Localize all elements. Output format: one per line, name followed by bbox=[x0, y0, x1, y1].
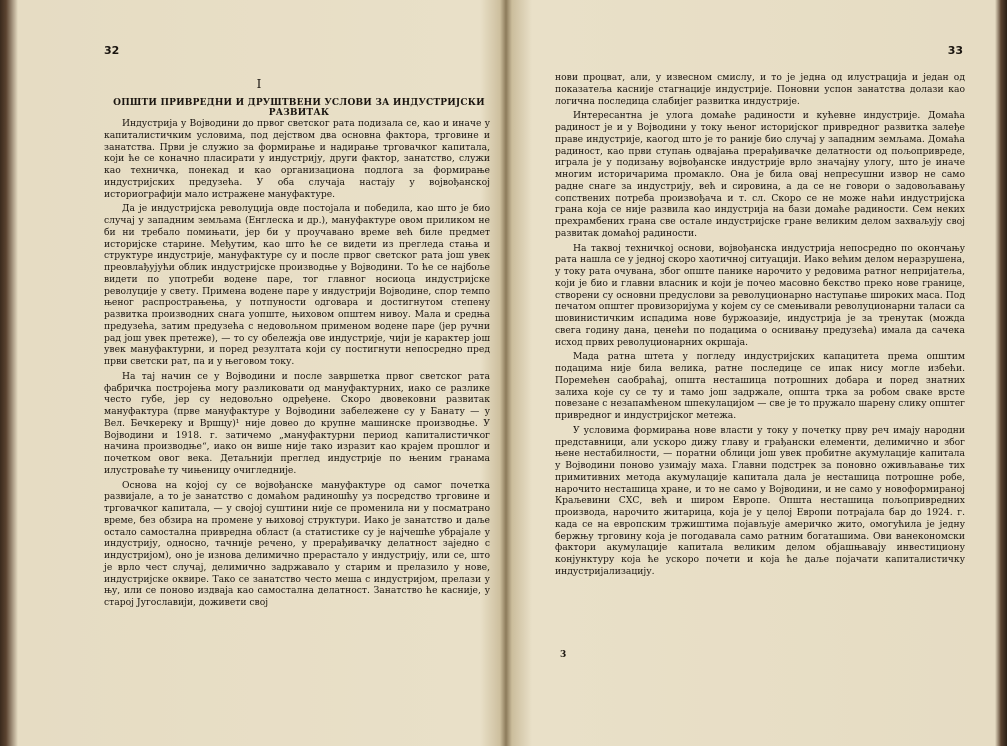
paragraph: нови процват, али, у извесном смислу, и то је једна од илустрација и један од показатеља касније стагнације индустрије. Поновни успон занатства долази као логична последица слабијег развитка индустрије. bbox=[555, 72, 965, 107]
signature-mark: 3 bbox=[560, 650, 567, 660]
text-column bbox=[104, 118, 490, 612]
right-page bbox=[510, 0, 995, 746]
text-column bbox=[555, 72, 965, 581]
page-number: 32 bbox=[104, 44, 120, 57]
paragraph: Основа на којој су се војвођанске мануфактуре од самог почетка развијале, а то је занатство с домаћом радиношћу уз посредство трговине и трговачког капитала, — у својој суштини није се променила ни у посматрано време, без обзира на промене у њиховој структури. Иако је занатство и даље остало самостална привредна област (а статистике су је најчешће убрајале у индустрију, односно, тачније речено, у прерађивачку делатност заједно с индустријом), оно је изнова делимично прерастало у индустрију, или се, што је врло чест случај, делимично задржавало у старим и прелазило у нове, индустријске оквире. Тако се занатство често меша с индустријом, прелази у њу, или се поново издваја као самостална делатност. Занатство ће касније, у старој Југославији, доживети свој bbox=[104, 479, 490, 608]
page-number: 33 bbox=[947, 44, 963, 57]
chapter-numeral: I bbox=[256, 77, 262, 91]
left-page bbox=[14, 0, 504, 746]
paragraph: Интересантна је улога домаће радиности и кућевне индустрије. Домаћа радиност је и у Војводини у току њеног историјског привредног развитка залеђе праве индустрије, каогод што је то раније био случај у западним земљама. Домаћа радиност, као први ступањ одвајања прерађивачке делатности од пољопривреде, играла је у подизању војвођанске индустрије врло значајну улогу, што је иначе многим историчарима промакло. Она је била овај непресушни извор не само радне снаге за индустрију, већ и сировина, а да се не говори о задовољавању сопствених потреба произвођача и т. сл. Скоро се не може наћи индустријска грана која се није развила као индустрија на бази домаће радиности. Сем неких прехрамбених грана све остале индустријске гране великим делом захваљују свој развитак домаћој радиности. bbox=[555, 110, 965, 239]
paragraph: Да је индустријска револуција овде постојала и победила, као што је био случај у западним земљама (Енглеска и др.), мануфактуре овом приликом не би ни требало помињати, јер би у проучавано време већ биле предмет историјске старине. Међутим, као што ће се видети из прегледа стања и структуре индустрије, мануфактуре су и после првог светског рата још увек преовлађујући облик индустријске производње у Војводини. То ће се најбоље видети по употреби водене паре, тог главног носиоца индустријске револуције у свету. Примена водене паре у индустрији Војводине, спор темпо њеног распрострањења, у потпуности одговара и достигнутом степену развитка производних снага уопште, њиховом општем нивоу. Мала и средња предузећа, затим предузећа с недовољном применом водене паре (јер ручни рад још увек претеже), — то су обележја ове индустрије, чији је карактер још увек мануфактурни, и поред резултата који су постигнути непосредно пред први светски рат, па и у његовом току. bbox=[104, 203, 490, 367]
paragraph: Индустрија у Војводини до првог светског рата подизала се, као и иначе у капиталистичким условима, под дејством два основна фактора, трговине и занатства. Први је служио за формирање и надирање трговачког капитала, који ће се коначно пласирати у индустрију, други фактор, занатство, служи као техничка, понекад и као организациона подлога за формирање индустријских предузећа. У оба случаја настају у војвођанској историографији мало истражене мануфактуре. bbox=[104, 118, 490, 200]
paragraph: У условима формирања нове власти у току у почетку прву реч имају народни представници, али ускоро дижу главу и грађански елементи, делимично и због њене нестабилности, — поратни облици још увек пробитне акумулације капитала у Војводини поново узимају маха. Главни подстрек за поновно оживљавање тих примитивних метода акумулације капитала дала је несташица потрошне робе, нарочито несташица хране, и то не само у Војводини, и не само у новоформираној Краљевини СХС, већ и широм Европе. Општа несташица пољопривредних производа, нарочито житарица, која је у целој Европи потрајала бар до 1924. г. када се на европским тржиштима појављује америчко жито, омогућила је једну бержњу трговину која је погодавала само ратним богаташима. Ови ванекономски фактори акумулације капитала великим делом објашњавају инвестициону конјунктуру која ће ускоро почети и која ће даље појачати капиталистичку индустријализацију. bbox=[555, 424, 965, 577]
paragraph: Мада ратна штета у погледу индустријских капацитета према општим подацима није била велика, ратне последице се ипак нису могле избећи. Поремећен саобраћај, општа несташица потрошних добара и поред знатних залиха које су се ту и тамо још задржале, општа трка за робом сваке врсте повезане с незапамћеном шпекулацијом — све је то пружало шарену слику општег привредног и индустријског метежа. bbox=[555, 351, 965, 421]
paragraph: На тај начин се у Војводини и после завршетка првог светског рата фабричка постројења могу разликовати од мануфактурних, иако се разлике често губе, јер су недовољно одређене. Скоро двовековни развитак мануфактура (прве мануфактуре у Војводини забележене су у Банату — у Вел. Бечкереку и Вршцу)¹ није довео до крупне машинске производње. У Војводини и 1918. г. затичемо „мануфактурни период капиталистичког начина производње“, иако он више није тако изразит као крајем прошлог и почетком овог века. Детаљнији преглед индустрије по њеним гранама илустроваће ту чињеницу очигледније. bbox=[104, 370, 490, 476]
paragraph: На таквој техничкој основи, војвођанска индустрија непосредно по окончању рата нашла се у једној скоро хаотичној ситуацији. Иако већим делом неразрушена, у току рата очувана, због опште панике нарочито у редовима ратног непријатеља, који је био и главни власник и који је почео масовно бекство преко нове границе, створени су основни предуслови за револуционарно наступање широких маса. Под печатом општег провизоријума у којем су се смењивали револуционарни таласи са шовинистичким испадима нове буржоазије, индустрија је за тренутак (можда свега годину дана, ценећи по подацима о оснивању предузећа) имала да сачека исход првих револуционарних окршаја. bbox=[555, 242, 965, 348]
chapter-heading: ОПШТИ ПРИВРЕДНИ И ДРУШТВЕНИ УСЛОВИ ЗА ИНДУСТРИЈСКИ РАЗВИТАК bbox=[113, 98, 485, 118]
